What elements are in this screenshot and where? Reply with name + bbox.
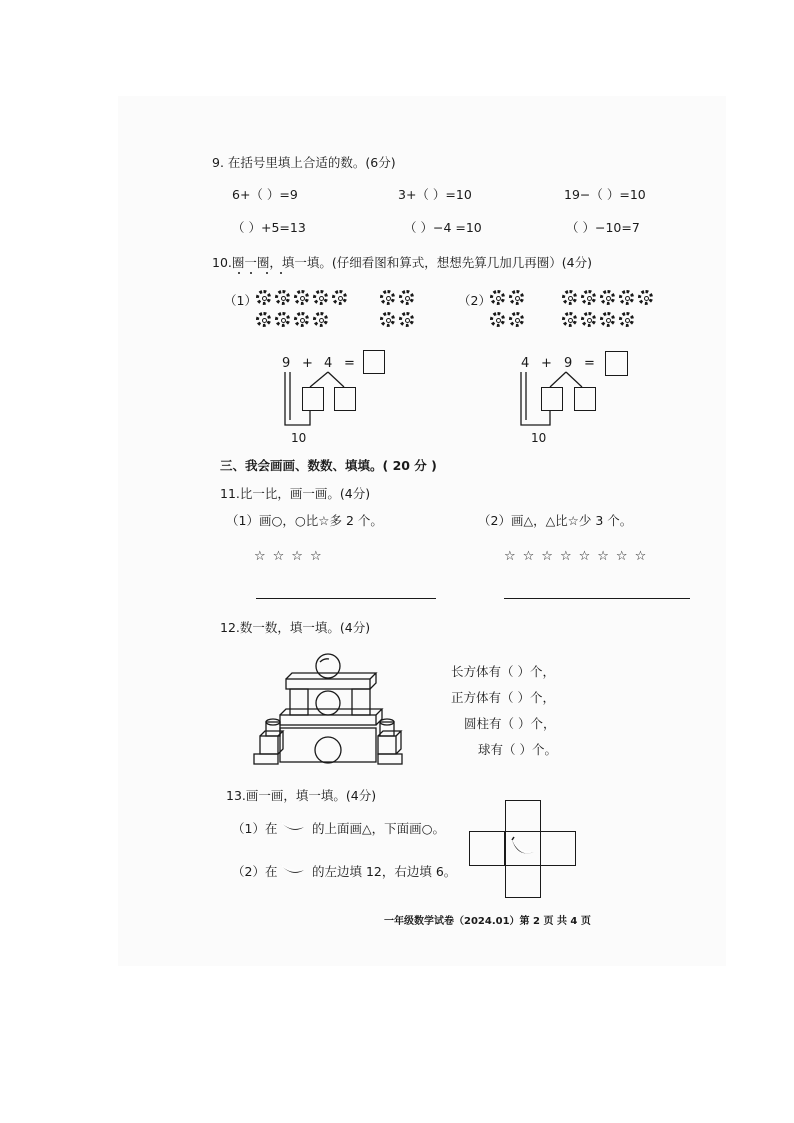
eq1-b: 4 <box>324 356 333 371</box>
flower-icon <box>490 290 505 305</box>
grid-cell-left[interactable] <box>469 831 505 866</box>
eq2-a: 4 <box>521 356 530 371</box>
flower-icon <box>509 290 524 305</box>
answer-box[interactable] <box>363 350 385 374</box>
answer-line[interactable] <box>504 598 690 599</box>
flower-icon <box>313 312 328 327</box>
flower-icon <box>619 312 634 327</box>
answer-line[interactable] <box>256 598 436 599</box>
flower-icon <box>275 312 290 327</box>
flower-icon <box>600 290 615 305</box>
flower-icon <box>562 312 577 327</box>
eq2-ten: 10 <box>531 431 547 445</box>
flower-icon <box>294 290 309 305</box>
flower-icon <box>581 312 596 327</box>
q11-part1: （1）画○，○比☆多 2 个。 <box>226 513 383 528</box>
q9-item: 19−（ ）=10 <box>564 187 646 202</box>
banana-icon <box>508 836 538 862</box>
eq2-eq: = <box>584 356 595 371</box>
grid-cell-right[interactable] <box>540 831 576 866</box>
flower-icon <box>256 290 271 305</box>
flower-icon <box>399 312 414 327</box>
flower-icon <box>509 312 524 327</box>
section-title: 三、我会画画、数数、填填。( 20 分 ) <box>220 458 437 473</box>
stars-row-2: ☆☆☆☆☆☆☆☆ <box>504 549 654 564</box>
flower-icon <box>275 290 290 305</box>
q9-title: 9. 在括号里填上合适的数。(6分) <box>212 155 396 170</box>
q12-line: 圆柱有（ ）个， <box>464 716 556 731</box>
flower-icon <box>256 312 271 327</box>
eq1-eq: = <box>344 356 355 371</box>
flower-icon <box>313 290 328 305</box>
eq2-op: + <box>541 356 552 371</box>
eq2-b: 9 <box>564 356 573 371</box>
banana-icon <box>278 860 306 880</box>
part-label: （2） <box>458 293 491 308</box>
q12-line: 正方体有（ ）个， <box>451 690 555 705</box>
q9-item: 3+（ ）=10 <box>398 187 472 202</box>
flower-icon <box>332 290 347 305</box>
flower-icon <box>600 312 615 327</box>
eq1-op: + <box>302 356 313 371</box>
grid-cell-bottom[interactable] <box>505 865 541 898</box>
block-stack-figure <box>250 646 410 768</box>
q13-part1-post: 的上面画△，下面画○。 <box>312 821 446 836</box>
q11-title: 11.比一比，画一画。(4分) <box>220 486 371 501</box>
flower-icon <box>562 290 577 305</box>
flower-icon <box>619 290 634 305</box>
grid-cell-top[interactable] <box>505 800 541 832</box>
eq1-ten: 10 <box>291 431 307 445</box>
flower-icon <box>490 312 505 327</box>
split-box[interactable] <box>574 387 596 411</box>
q12-line: 球有（ ）个。 <box>478 742 557 757</box>
q12-title: 12.数一数，填一填。(4分) <box>220 620 371 635</box>
part-label: （1） <box>224 293 257 308</box>
flower-icon <box>380 290 395 305</box>
q12-line: 长方体有（ ）个， <box>451 664 555 679</box>
flower-icon <box>638 290 653 305</box>
q9-item: （ ）−4 =10 <box>404 220 482 235</box>
banana-icon <box>278 817 306 837</box>
q9-item: 6+（ ）=9 <box>232 187 298 202</box>
split-box[interactable] <box>302 387 324 411</box>
flower-icon <box>380 312 395 327</box>
q13-part1-pre: （1）在 <box>232 821 278 836</box>
flower-icon <box>581 290 596 305</box>
answer-box[interactable] <box>605 351 628 376</box>
q10-title: 10.圈一圈，填一填。(仔细看图和算式，想想先算几加几再圈）(4分) <box>212 255 592 270</box>
q13-part2-pre: （2）在 <box>232 864 278 879</box>
stars-row-1: ☆☆☆☆ <box>254 549 329 564</box>
page-footer: 一年级数学试卷（2024.01）第 2 页 共 4 页 <box>384 916 591 927</box>
flower-icon <box>399 290 414 305</box>
q11-part2: （2）画△，△比☆少 3 个。 <box>478 513 633 528</box>
q9-item: （ ）−10=7 <box>566 220 640 235</box>
flower-icon <box>294 312 309 327</box>
split-box[interactable] <box>541 387 563 411</box>
q13-title: 13.画一画，填一填。(4分) <box>226 788 377 803</box>
q9-item: （ ）+5=13 <box>232 220 306 235</box>
split-box[interactable] <box>334 387 356 411</box>
eq1-a: 9 <box>282 356 291 371</box>
q13-part2-post: 的左边填 12，右边填 6。 <box>312 864 457 879</box>
